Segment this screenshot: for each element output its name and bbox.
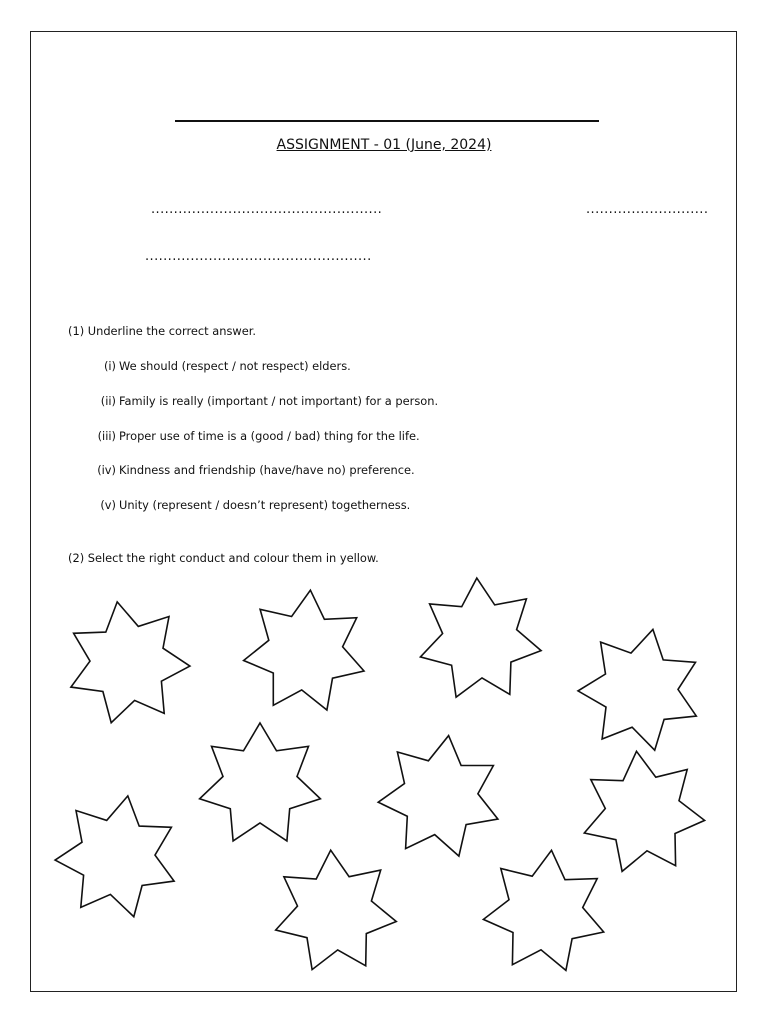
question-2-text: Select the right conduct and colour them in yellow. <box>87 551 379 565</box>
blank-line-3: .................................................. <box>145 249 372 264</box>
star-shape-10[interactable] <box>483 850 603 970</box>
item-roman: (i) <box>103 359 116 373</box>
item-roman: (ii) <box>100 394 116 408</box>
star-shape-3[interactable] <box>420 578 541 697</box>
assignment-title: ASSIGNMENT - 01 (June, 2024) <box>276 137 492 153</box>
star-shape-8[interactable] <box>55 796 174 917</box>
item-text: Kindness and friendship (have/have no) preference. <box>119 463 415 477</box>
item-text: Unity (represent / doesn’t represent) togetherness. <box>119 498 411 512</box>
item-text: Family is really (important / not important) for a person. <box>119 394 439 408</box>
item-roman: (iv) <box>97 463 116 477</box>
item-roman: (v) <box>100 498 116 512</box>
item-text: We should (respect / not respect) elders. <box>119 359 351 373</box>
question-2-number: (2) <box>68 551 85 565</box>
star-shape-2[interactable] <box>244 590 364 710</box>
blank-line-1: ................................................... <box>151 202 383 217</box>
question-1-text: Underline the correct answer. <box>87 324 256 338</box>
star-shape-9[interactable] <box>276 850 397 969</box>
star-shape-1[interactable] <box>71 602 190 723</box>
star-shape-5[interactable] <box>200 723 321 841</box>
star-shape-7[interactable] <box>584 751 704 871</box>
blank-line-2: ........................... <box>586 202 709 217</box>
question-1-number: (1) <box>68 324 85 338</box>
star-shape-6[interactable] <box>378 736 498 857</box>
item-text: Proper use of time is a (good / bad) thing for the life. <box>119 429 420 443</box>
star-shape-4[interactable] <box>578 629 696 750</box>
item-roman: (iii) <box>97 429 116 443</box>
